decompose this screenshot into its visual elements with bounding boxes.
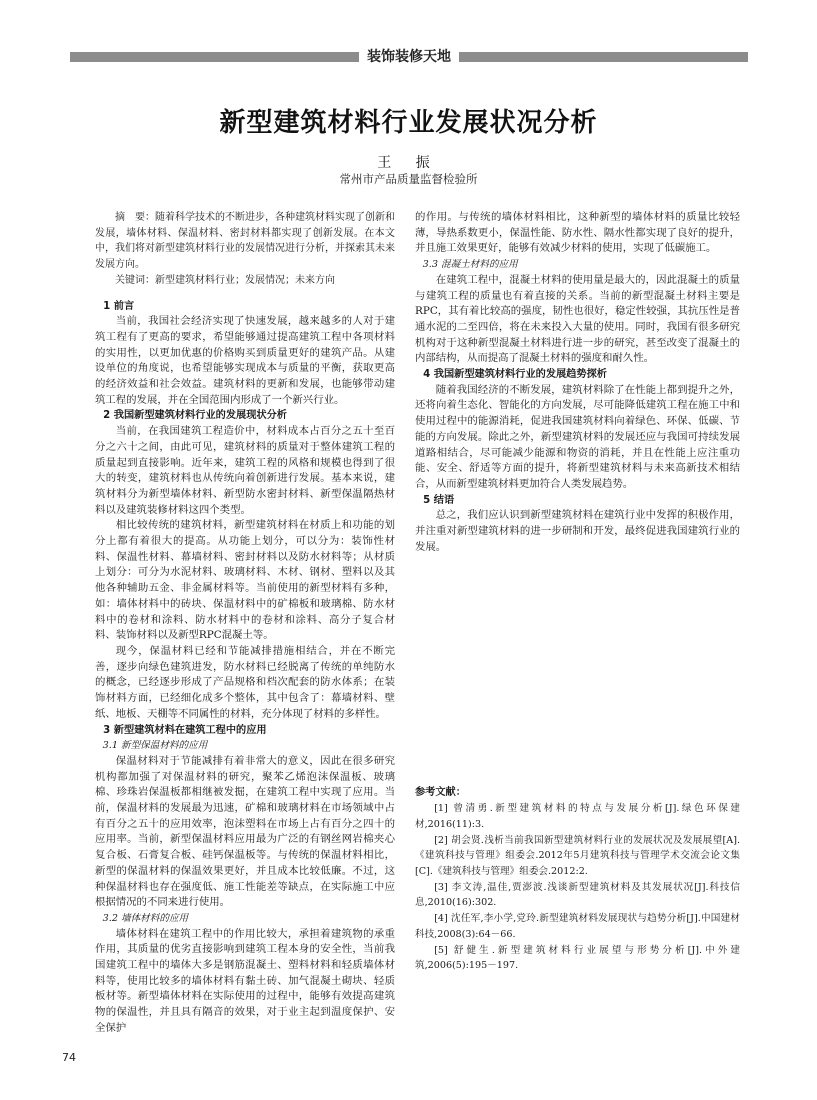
reference-item: [3] 李文涛,温佳,贾澎波.浅谈新型建筑材料及其发展状况[J].科技信息,2010(16):302. <box>415 881 740 909</box>
section-heading: 3 新型建筑材料在建筑工程中的应用 <box>103 724 267 736</box>
section-header-bar <box>70 48 748 66</box>
keywords: 关键词：新型建筑材料行业；发展情况；未来方向 <box>115 274 335 286</box>
section-heading: 2 我国新型建筑材料行业的发展现状分析 <box>103 410 287 422</box>
subsection-heading: 3.3 混凝土材料的应用 <box>422 259 518 271</box>
body-paragraph: 当前，在我国建筑工程造价中，材料成本占百分之五十至百分之六十之间，由此可见，建筑材料的质量对于整体建筑工程的质量起到直接影响。近年来，建筑工程的风格和规模也得到了很大的转变，建筑材料也从传统向着创新进行发展。基本来说，建筑材料分为新型墙体材料、新型防水密封材料、新型保温隔热材料以及建筑装修材料这四个类型。 <box>95 425 395 516</box>
reference-item: [2] 胡会贤.浅析当前我国新型建筑材料行业的发展状况及发展展望[A].《建筑科技与管理》组委会.2012年5月建筑科技与管理学术交流会论文集[C].《建筑科技与管理》组委会.2012:2. <box>415 834 740 877</box>
body-paragraph: 随着我国经济的不断发展，建筑材料除了在性能上都到提升之外，还将向着生态化、智能化的方向发展，尽可能降低建筑工程在施工中和使用过程中的能源消耗，促进我国建筑材料向着绿色、环保、低碳、节能的方向发展。除此之外，新型建筑材料的发展还应与我国可持续发展道路相结合，尽可能减少能源和物资的消耗，并且在性能上应注重功能、安全、舒适等方面的提升，将新型建筑材料与未来高新技术相结合，从而新型建筑材料更加符合人类发展趋势。 <box>415 383 740 490</box>
body-paragraph: 的作用。与传统的墙体材料相比，这种新型的墙体材料的质量比较轻薄，导热系数更小，保温性能、防水性、隔水性都实现了良好的提升，并且施工效果更好，能够有效减少材料的使用，实现了低碳施工。 <box>415 211 740 255</box>
references-list <box>415 801 740 974</box>
article-title: 新型建筑材料行业发展状况分析 <box>219 108 598 138</box>
section-label: 装饰装修天地 <box>359 47 459 67</box>
page-number: 74 <box>62 1051 76 1064</box>
section-heading: 4 我国新型建筑材料行业的发展趋势探析 <box>423 369 607 381</box>
subsection-heading: 3.1 新型保温材料的应用 <box>102 740 208 752</box>
body-paragraph: 现今，保温材料已经和节能减排措施相结合，并在不断完善，逐步向绿色建筑进发，防水材料已经脱离了传统的单纯防水的概念，已经逐步形成了产品规格和档次配套的防水体系；在装饰材料方面，已经细化成多个整体，其中包含了：幕墙材料、壁纸、地板、天棚等不同属性的材料，充分体现了材料的多样性。 <box>95 644 395 720</box>
section-heading: 5 结语 <box>423 494 455 506</box>
reference-item: [1] 曾清勇.新型建筑材料的特点与发展分析[J].绿色环保建材,2016(11):3. <box>415 803 740 830</box>
body-paragraph: 当前，我国社会经济实现了快速发展，越来越多的人对于建筑工程有了更高的要求，希望能够通过提高建筑工程中各项材料的实用性，以更加优惠的价格购买到质量更好的建筑产品。从建设单位的角度说，也希望能够实现成本与质量的平衡，获取更高的经济效益和社会效益。建筑材料的更新和发展，也能够带动建筑工程的发展，并在全国范围内形成了一个新兴行业。 <box>95 315 395 406</box>
author-name: 王 振 <box>377 155 440 171</box>
left-column-body <box>95 299 395 1037</box>
references-title: 参考文献： <box>415 787 466 799</box>
reference-item: [4] 沈任军,李小学,党玲.新型建筑材料发展现状与趋势分析[J].中国建材科技,2008(3):64－66. <box>415 913 740 940</box>
right-column-body <box>415 210 740 555</box>
body-paragraph: 保温材料对于节能减排有着非常大的意义，因此在很多研究机构都加强了对保温材料的研究，聚苯乙烯泡沫保温板、玻璃棉、珍珠岩保温板都相继被发掘，在建筑工程中实现了应用。当前，保温材料的发展最为迅速，矿棉和玻璃材料在市场领域中占有百分之五十的应用效率，泡沫塑料在市场上占有百分之四十的应用率。当前，新型保温材料应用最为广泛的有钢丝网岩棉夹心复合板、石膏复合板、硅钙保温板等。与传统的保温材料相比，新型的保温材料的保温效果更好，并且成本比较低廉。不过，这种保温材料也存在强度低、施工性能差等缺点，在实际施工中应根据情况的不同来进行使用。 <box>95 754 395 909</box>
section-heading: 1 前言 <box>103 300 135 312</box>
body-paragraph: 相比较传统的建筑材料，新型建筑材料在材质上和功能的划分上都有着很大的提高。从功能上划分，可以分为：装饰性材料、保温性材料、幕墙材料、密封材料以及防水材料等；从材质上划分：可分为水泥材料、玻璃材料、木材、钢材、塑料以及其他各种辅助五金、非金属材料等。当前使用的新型材料有多种，如：墙体材料中的砖块、保温材料中的矿棉板和玻璃棉、防水材料中的卷材和涂料、防水材料中的卷材和涂料、高分子复合材料、装饰材料以及新型RPC混凝土等。 <box>95 519 395 642</box>
reference-item: [5] 舒健生.新型建筑材料行业展望与形势分析[J].中外建筑,2006(5):195－197. <box>415 944 740 972</box>
body-paragraph: 在建筑工程中，混凝土材料的使用量是最大的，因此混凝土的质量与建筑工程的质量也有着直接的关系。当前的新型混凝土材料主要是RPC，其有着比较高的强度，韧性也很好，稳定性较强，其抗压性是普通水泥的二至四倍，将在未来投入大量的使用。同时，我国有很多研究机构对于这种新型混凝土材料进行进一步的研究，甚至改变了混凝土的内部结构，从而提高了混凝土材料的强度和耐久性。 <box>415 273 740 365</box>
author-affiliation: 常州市产品质量监督检验所 <box>339 172 478 186</box>
left-column <box>95 210 395 1037</box>
abstract: 摘 要：随着科学技术的不断进步，各种建筑材料实现了创新和发展，墙体材料、保温材料、密封材料都实现了创新发展。在本文中，我们将对新型建筑材料行业的发展情况进行分析，并探索其未来发展方向。 <box>95 212 395 271</box>
body-paragraph: 总之，我们应认识到新型建筑材料在建筑行业中发挥的积极作用，并注重对新型建筑材料的进一步研制和开发，最终促进我国建筑行业的发展。 <box>415 509 740 553</box>
subsection-heading: 3.2 墙体材料的应用 <box>102 912 189 924</box>
body-paragraph: 墙体材料在建筑工程中的作用比较大，承担着建筑物的承重作用，其质量的优劣直接影响到建筑工程本身的安全性，当前我国建筑工程中的墙体大多是钢筋混凝土、塑料材料和轻质墙体材料等，使用比较多的墙体材料有黏土砖、加气混凝土砌块、轻质板材等。新型墙体材料在实际使用的过程中，能够有效提高建筑物的保温性，并且具有隔音的效果，对于业主起到温度保护、安全保护 <box>95 927 395 1034</box>
right-column <box>415 210 740 974</box>
